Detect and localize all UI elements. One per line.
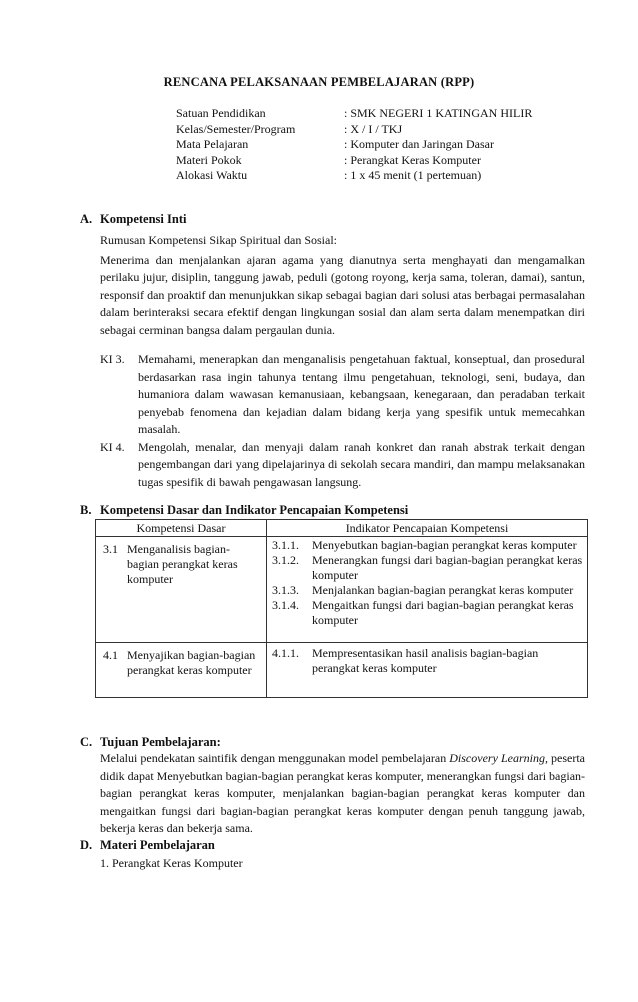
meta-row [176, 137, 596, 153]
indicator-item [268, 538, 586, 553]
meta-row [176, 168, 596, 184]
section-heading [80, 503, 585, 518]
kd-table [95, 519, 588, 698]
meta-label: Satuan Pendidikan [176, 106, 266, 120]
kd-text: Menganalisis bagian-bagian perangkat keras komputer [127, 542, 238, 586]
material-item: 1. Perangkat Keras Komputer [100, 856, 243, 870]
section-letter: C. [80, 735, 93, 749]
meta-row [176, 122, 596, 138]
ki-intro: Rumusan Kompetensi Sikap Spiritual dan Sosial: [100, 233, 337, 247]
column-header: Kompetensi Dasar [96, 520, 267, 537]
meta-label: Materi Pokok [176, 152, 242, 167]
section-title: Kompetensi Inti [100, 212, 187, 226]
indicator-text: Menerangkan fungsi dari bagian-bagian perangkat keras komputer [312, 553, 583, 582]
indicator-text: Menyebutkan bagian-bagian perangkat keras komputer [312, 538, 577, 552]
section-letter: A. [80, 212, 93, 226]
indicator-text: Menjalankan bagian-bagian perangkat keras komputer [312, 583, 574, 597]
meta-row [176, 153, 596, 169]
section-d [80, 838, 585, 873]
indicator-number: 4.1.1. [272, 646, 299, 660]
kd-cell [96, 537, 267, 643]
ki-list [100, 351, 585, 491]
indicator-number: 3.1.1. [272, 538, 299, 552]
meta-label: Kelas/Semester/Program [176, 121, 296, 136]
section-letter: B. [80, 503, 92, 517]
objective-text: peserta didik dapat Menyebutkan bagian-bagian perangkat keras komputer, menerangkan fungsi dari bagian-bagian perangkat keras komputer, menjalankan bagian-bagian perangkat keras komputer dan mengaitkan fungsi dari bagian-bagian perangkat keras komputer dengan penuh tanggung jawab, bekerja keras dan bekerja sama. [100, 751, 586, 835]
section-title: Tujuan Pembelajaran: [100, 735, 221, 749]
indicator-number: 3.1.3. [272, 583, 299, 597]
meta-value: : Komputer dan Jaringan Dasar [344, 137, 494, 151]
indicator-text: Mempresentasikan hasil analisis bagian-bagian perangkat keras komputer [312, 646, 539, 675]
section-a [80, 212, 585, 491]
section-heading [80, 735, 585, 750]
ki-number: KI 4. [100, 439, 125, 454]
table-row [96, 643, 588, 698]
indicator-item [268, 553, 586, 583]
meta-label: Alokasi Waktu [176, 168, 248, 182]
meta-label: Mata Pelajaran [176, 137, 249, 151]
objective-text: Melalui pendekatan saintifik dengan menggunakan model pembelajaran [100, 751, 450, 765]
model-name: Discovery Learning, [449, 751, 548, 765]
column-header: Indikator Pencapaian Kompetensi [267, 520, 588, 537]
kd-number: 3.1 [103, 542, 118, 556]
section-b [80, 503, 585, 698]
ki-item [100, 351, 585, 439]
section-heading [80, 838, 585, 853]
indicator-text: Mengaitkan fungsi dari bagian-bagian perangkat keras komputer [312, 598, 574, 627]
indicator-item [268, 598, 586, 628]
table-header-row [96, 520, 588, 537]
section-title: Materi Pembelajaran [100, 838, 215, 852]
indicator-cell [267, 643, 588, 698]
meta-value: : SMK NEGERI 1 KATINGAN HILIR [344, 106, 533, 120]
meta-value: : 1 x 45 menit (1 pertemuan) [344, 168, 482, 182]
ki-sikap-paragraph: Menerima dan menjalankan ajaran agama yang dianutnya serta menghayati dan mengamalkan perilaku jujur, disiplin, tanggung jawab, peduli (gotong royong, kerja sama, toleran, damai), santun, responsif dan proaktif dan menunjukkan sikap sebagai bagian dari solusi atas berbagai permasalahan dalam berinteraksi secara efektif dengan lingkungan sosial dan alam serta dalam menempatkan diri sebagai cerminan bangsa dalam pergaulan dunia. [100, 252, 585, 337]
meta-value: : Perangkat Keras Komputer [344, 152, 481, 167]
kd-text: Menyajikan bagian-bagian perangkat keras komputer [127, 648, 256, 677]
ki-text: Memahami, menerapkan dan menganalisis pengetahuan faktual, konseptual, dan prosedural berdasarkan rasa ingin tahunya tentang ilmu pengetahuan, teknologi, seni, budaya, dan humaniora dalam wawasan kemanusiaan, kebangsaan, kenegaraan, dan peradaban terkait penyebab fenomena dan kejadian dalam bidang kerja yang spesifik untuk memecahkan masalah. [138, 352, 585, 436]
section-heading [80, 212, 585, 227]
indicator-number: 3.1.4. [272, 598, 299, 612]
page-title: RENCANA PELAKSANAAN PEMBELAJARAN (RPP) [163, 75, 475, 89]
ki-text: Mengolah, menalar, dan menyaji dalam ranah konkret dan ranah abstrak terkait dengan pengembangan dari yang dipelajarinya di sekolah secara mandiri, dan mampu melaksanakan tugas spesifik di bawah pengawasan langsung. [138, 439, 585, 489]
indicator-item [268, 644, 586, 676]
table-row [96, 537, 588, 643]
kd-entry [97, 538, 265, 589]
kd-entry [97, 644, 265, 680]
meta-row [176, 106, 596, 122]
indicator-item [268, 583, 586, 598]
indicator-number: 3.1.2. [272, 553, 299, 567]
identity-table [176, 106, 596, 184]
section-letter: D. [80, 838, 93, 852]
section-title: Kompetensi Dasar dan Indikator Pencapaian Kompetensi [100, 503, 409, 517]
objective-paragraph [100, 750, 585, 838]
ki-item [100, 439, 585, 492]
kd-number: 4.1 [103, 648, 118, 662]
section-c [80, 735, 585, 838]
meta-value: : X / I / TKJ [344, 121, 403, 136]
indicator-cell [267, 537, 588, 643]
kd-cell [96, 643, 267, 698]
ki-number: KI 3. [100, 352, 125, 366]
